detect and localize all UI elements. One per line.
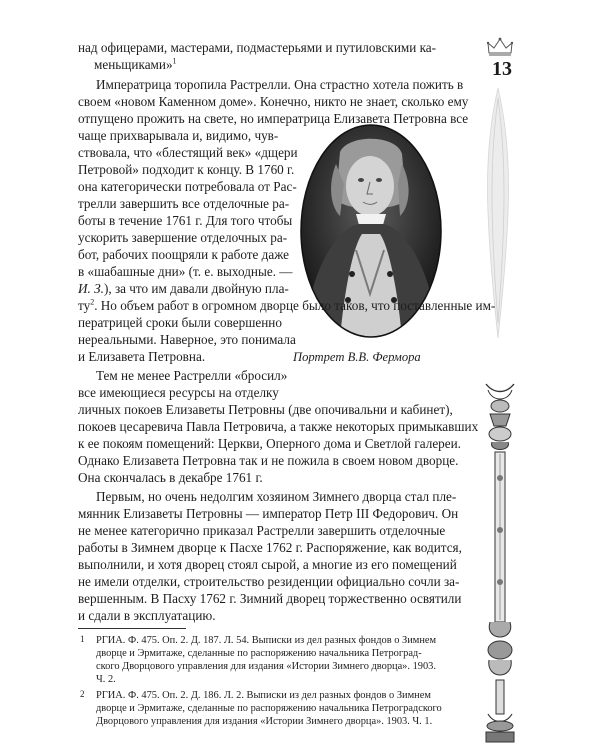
text-line: она категорически потребовала от Рас- xyxy=(78,179,297,194)
text-line: своем «новом Каменном доме». Конечно, никто не знает, сколько ему xyxy=(78,94,469,109)
text-line: работы в Зимнем дворце к Пасхе 1762 г. Распоряжение, как водится, xyxy=(78,540,462,555)
portrait-caption: Портрет В.В. Фермора xyxy=(293,350,421,364)
text-line: выполнили, и хотя дворец стоял сырой, а многие из его помещений xyxy=(78,557,457,572)
footnote-line: РГИА. Ф. 475. Оп. 2. Д. 186. Л. 2. Выписки из дел разных фондов о Зимнем xyxy=(96,690,431,701)
text-line: И. З.), за что им давали двойную пла- xyxy=(78,281,289,296)
text-line: Однако Елизавета Петровна так и не пожила в своем новом дворце. xyxy=(78,453,459,468)
text-line: и Елизавета Петровна. xyxy=(78,349,206,364)
text-line: чаще прихварывала и, видимо, чув- xyxy=(78,128,279,143)
text-line: нереальными. Наверное, это понимала xyxy=(78,332,296,347)
ornamental-column-icon xyxy=(480,380,520,750)
footnote-ref: 1 xyxy=(172,56,177,66)
text-line: все имеющиеся ресурсы на отделку xyxy=(78,385,279,400)
footnote-line: ского Дворцового управления для издания «Истории Зимнего дворца». 1903. xyxy=(96,661,436,672)
footnote-line: Дворцового управления для издания «Истории Зимнего дворца». 1903. Ч. 1. xyxy=(96,716,433,727)
text-line: личных покоев Елизаветы Петровны (две опочивальни и кабинет), xyxy=(78,402,453,417)
text-line: ускорить завершение отделочных ра- xyxy=(78,230,288,245)
footnote-number: 1 xyxy=(80,634,85,644)
text-line: покоев цесаревича Павла Петровича, а также некоторых примыкавших xyxy=(78,419,479,434)
text-line: не имели отделки, строительство резиденции официально сочли за- xyxy=(78,574,460,589)
text-line: вершенным. В Пасху 1762 г. Зимний дворец торжественно освятили xyxy=(78,591,462,606)
text-line: Она скончалась в декабре 1761 г. xyxy=(78,470,263,485)
footnote-line: дворце и Эрмитаже, сделанные по распоряжению начальника Петроградского xyxy=(96,703,442,714)
text-line: бот, рабочих поощряли к работе даже xyxy=(78,247,290,262)
text-line: в «шабашные дни» (т. е. выходные. — xyxy=(78,264,293,279)
footnote-line: дворце и Эрмитаже, сделанные по распоряжению начальника Петроград- xyxy=(96,648,422,659)
text-line: $ту^2$. Но объем работ в огромном дворце было таков, что поставленные им- xyxy=(78,297,496,313)
text-line: отпущено прожить на свете, но императрица Елизавета Петровна все xyxy=(78,111,469,126)
footnote-ref: 2 xyxy=(90,297,95,307)
footnote-line: Ч. 2. xyxy=(96,674,116,685)
footnote-divider xyxy=(78,628,186,629)
text-line: мянник Елизаветы Петровны — император Петр III Федорович. Он xyxy=(78,506,459,521)
text-line: ствовала, что «блестящий век» «дщери xyxy=(78,145,298,160)
page-number: 13 xyxy=(492,58,512,80)
text-line: боты в течение 1761 г. Для того чтобы xyxy=(78,213,293,228)
text-line: Тем не менее Растрелли «бросил» xyxy=(96,368,288,383)
text-line: Императрица торопила Растрелли. Она страстно хотела пожить в xyxy=(96,77,464,92)
text-line: не менее категорично приказал Растрелли завершить отделочные xyxy=(78,523,446,538)
text-line: ператрицей сроки были совершенно xyxy=(78,315,282,330)
footnote-line: РГИА. Ф. 475. Оп. 2. Д. 187. Л. 54. Выписки из дел разных фондов о Зимнем xyxy=(96,635,437,646)
text-line: и сдали в эксплуатацию. xyxy=(78,608,216,623)
text-line: Петровой» подходит к концу. В 1760 г. xyxy=(78,162,295,177)
text-line: меньщиками»$^1$ xyxy=(94,56,177,72)
text-line: Первым, но очень недолгим хозяином Зимнего дворца стал пле- xyxy=(96,489,457,504)
crown-ornament-icon xyxy=(486,36,514,58)
text-line: к ее покоям помещений: Церкви, Оперного дома и Светлой галереи. xyxy=(78,436,461,451)
footnote-number: 2 xyxy=(80,689,85,699)
text-line: трелли завершить все отделочные ра- xyxy=(78,196,290,211)
text-line: над офицерами, мастерами, подмастерьями и путиловскими ка- xyxy=(78,40,437,55)
